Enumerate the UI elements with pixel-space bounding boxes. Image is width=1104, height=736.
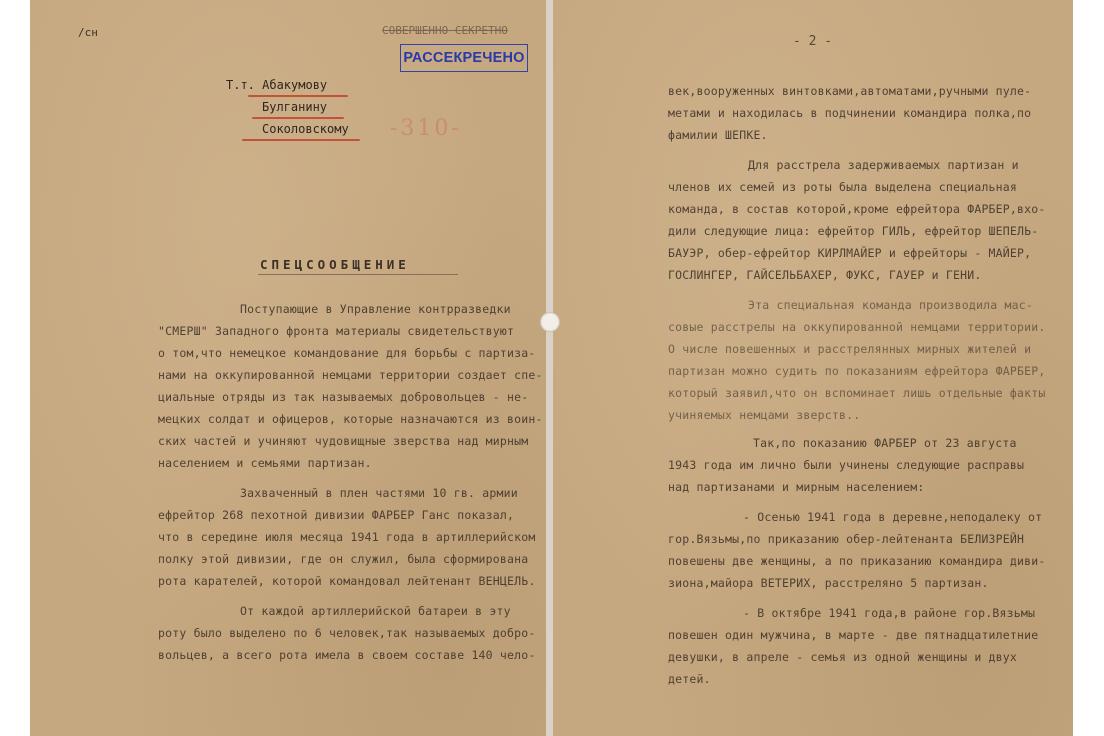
text-line: роту было выделено по 6 человек,так называемых добро-	[158, 626, 536, 640]
text-line: Так,по показанию ФАРБЕР от 23 августа	[753, 436, 1017, 450]
text-line: который заявил,что он вспоминает лишь отдельные факты	[668, 386, 1046, 400]
text-line: ских частей и учиняют чудовищные зверства над мирным	[158, 434, 529, 448]
red-underline	[248, 95, 348, 97]
addressee-line: Соколовскому	[262, 122, 349, 136]
text-line: метами и находилась в подчинении командира полка,по	[668, 106, 1032, 120]
text-line: населением и семьями партизан.	[158, 456, 372, 470]
text-line: От каждой артиллерийской батареи в эту	[240, 604, 511, 618]
addressee-line: Т.т. Абакумову	[226, 78, 328, 92]
text-line: Для расстрела задерживаемых партизан и	[748, 158, 1019, 172]
text-line: учиняемых немцами зверств..	[668, 408, 861, 422]
text-line: век,вооруженных винтовками,автоматами,ручными пуле-	[668, 84, 1032, 98]
reference-mark: /сн	[78, 26, 98, 39]
text-line: повешен один мужчина, в марте - две пятнадцатилетние	[668, 628, 1039, 642]
text-line: о том,что немецкое командование для борьбы с партиза-	[158, 346, 536, 360]
text-line: О числе повешенных и расстрелянных мирных жителей и	[668, 342, 1032, 356]
text-line: членов их семей из роты была выделена специальная	[668, 180, 1018, 194]
text-line: ефрейтор 268 пехотной дивизии ФАРБЕР Ганс показал,	[158, 508, 515, 522]
text-line: фамилии ШЕПКЕ.	[668, 128, 768, 142]
text-line: партизан можно судить по показаниям ефрейтора ФАРБЕР,	[668, 364, 1046, 378]
red-underline	[242, 139, 360, 141]
document-title: СПЕЦСООБЩЕНИЕ	[260, 257, 410, 272]
pencil-number: -310-	[390, 116, 462, 141]
text-line: детей.	[668, 672, 711, 686]
text-line: девушки, в апреле - семья из одной женщины и двух	[668, 650, 1018, 664]
addressee-line: Булганину	[262, 100, 328, 114]
text-line: над партизанами и мирным населением:	[668, 480, 925, 494]
text-line: 1943 года им лично были учинены следующие расправы	[668, 458, 1025, 472]
text-line: полку этой дивизии, где он служил, была сформирована	[158, 552, 529, 566]
text-line: "СМЕРШ" Западного фронта материалы свидетельствуют	[158, 324, 515, 338]
text-line: что в середине июля месяца 1941 года в артиллерийском	[158, 530, 536, 544]
text-line: мецких солдат и офицеров, которые назначаются из воин-	[158, 412, 543, 426]
declassified-stamp: РАССЕКРЕЧЕНО	[400, 44, 528, 72]
text-line: нами на оккупированной немцами территории создает спе-	[158, 368, 543, 382]
punch-hole	[540, 312, 560, 332]
text-line: рота карателей, которой командовал лейтенант ВЕНЦЕЛЬ.	[158, 574, 536, 588]
document-page-2	[553, 0, 1073, 736]
text-line: БАУЭР, обер-ефрейтор КИРЛМАЙЕР и ефрейторы - МАЙЕР,	[668, 246, 1032, 260]
text-line: ГОСЛИНГЕР, ГАЙСЕЛЬБАХЕР, ФУКС, ГАУЕР и ГЕНИ.	[668, 268, 982, 282]
page-gutter	[546, 0, 553, 736]
title-underline	[258, 274, 458, 275]
text-line: Поступающие в Управление контрразведки	[240, 302, 511, 316]
text-line: повешены две женщины, а по приказанию командира диви-	[668, 554, 1046, 568]
text-line: совые расстрелы на оккупированной немцами территории.	[668, 320, 1046, 334]
document-page-1	[30, 0, 546, 736]
text-line: зиона,майора ВЕТЕРИХ, расстреляно 5 партизан.	[668, 576, 989, 590]
classification-label: СОВЕРШЕННО СЕКРЕТНО	[382, 24, 508, 37]
red-underline	[252, 117, 344, 119]
text-line: команда, в состав которой,кроме ефрейтора ФАРБЕР,вхо-	[668, 202, 1046, 216]
text-line: гор.Вязьмы,по приказанию обер-лейтенанта БЕЛИЗРЕЙН	[668, 532, 1025, 546]
text-line: - В октябре 1941 года,в районе гор.Вязьмы	[743, 606, 1036, 620]
text-line: Захваченный в плен частями 10 гв. армии	[240, 486, 518, 500]
scan-margin	[1073, 0, 1104, 736]
page-number: - 2 -	[793, 34, 833, 49]
text-line: циальные отряды из так называемых добровольцев - не-	[158, 390, 529, 404]
text-line: Эта специальная команда производила мас-	[748, 298, 1033, 312]
text-line: вольцев, а всего рота имела в своем составе 140 чело-	[158, 648, 536, 662]
text-line: - Осенью 1941 года в деревне,неподалеку от	[743, 510, 1043, 524]
text-line: дили следующие лица: ефрейтор ГИЛЬ, ефрейтор ШЕПЕЛЬ-	[668, 224, 1039, 238]
